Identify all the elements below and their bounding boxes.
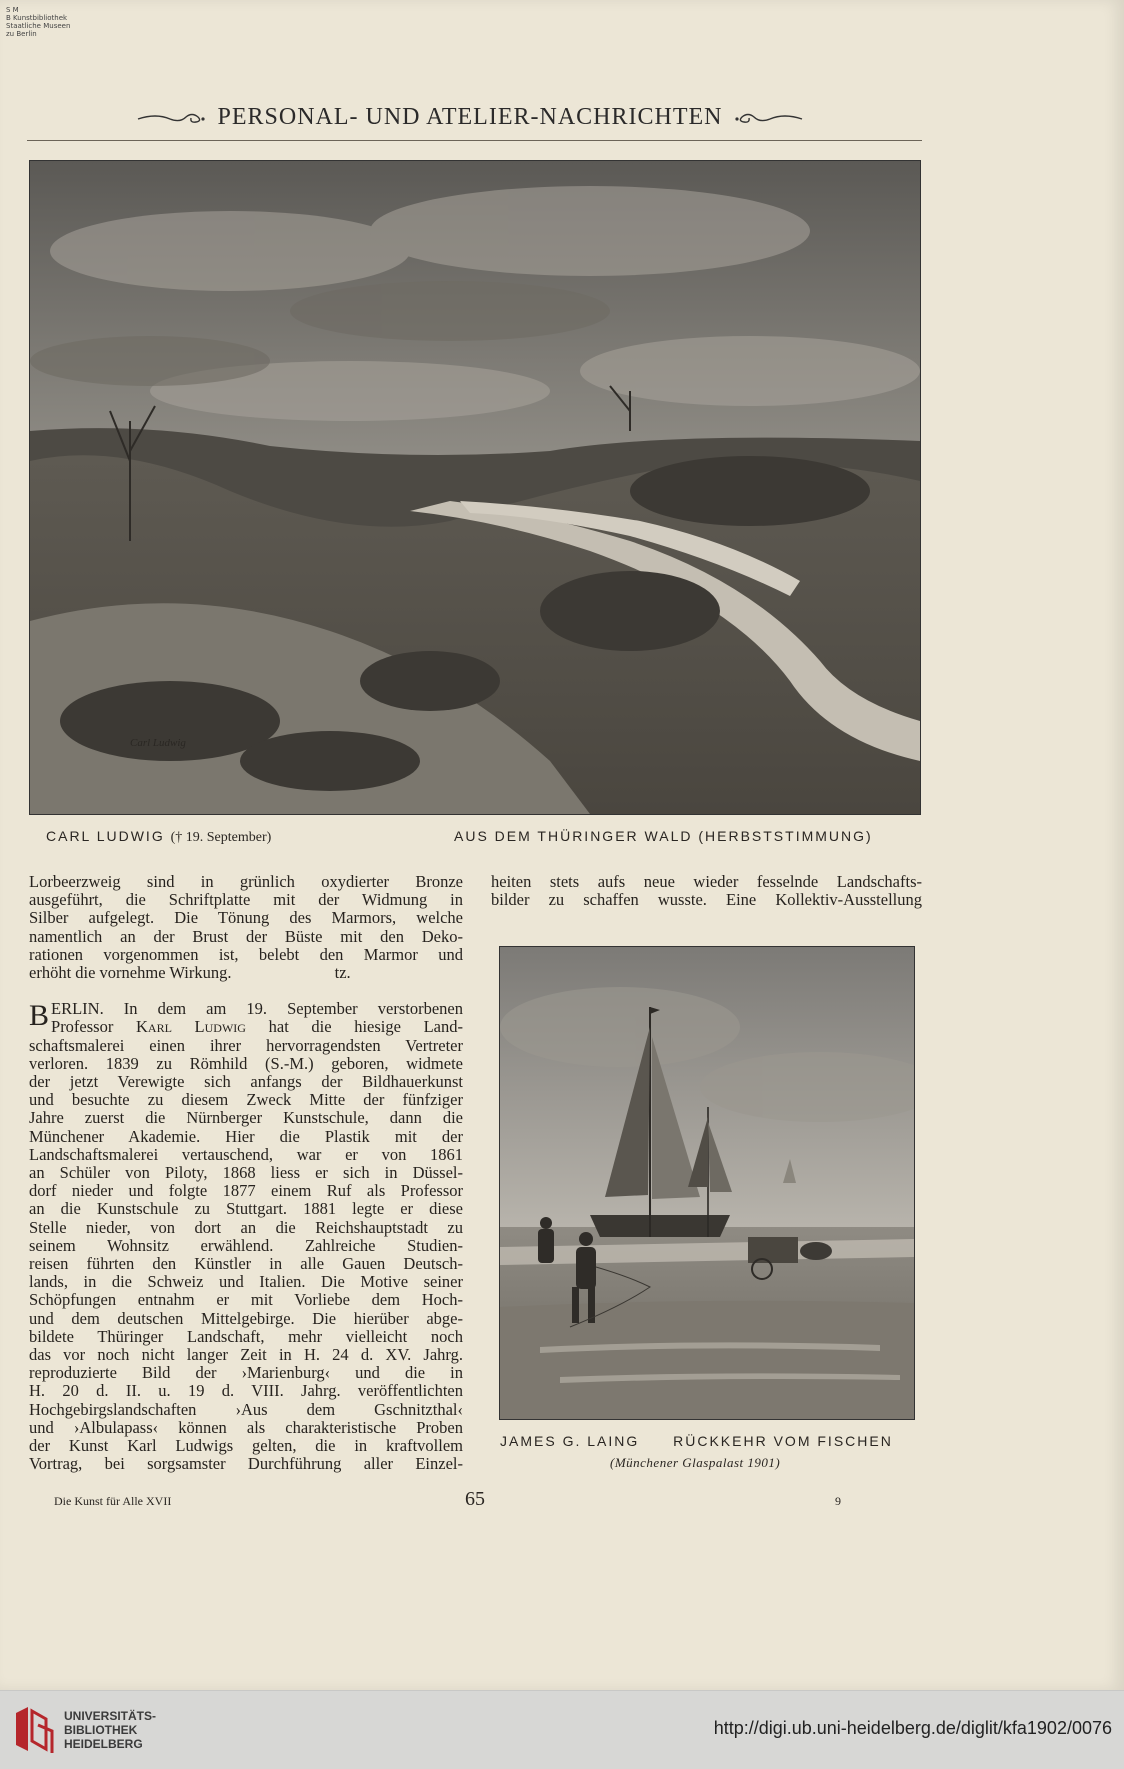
page-number: 65 [465,1488,485,1510]
painting-signature: Carl Ludwig [130,737,186,749]
footer-journal-title: Die Kunst für Alle XVII [54,1494,172,1508]
right-column: heiten stets aufs neue wieder fesselnde Landschafts- bilder zu schaffen wusste. Eine Kollektiv-Ausstellung [491,872,922,910]
right-ornament-icon [734,109,804,127]
page-title: PERSONAL- UND ATELIER-NACHRICHTEN [217,104,723,130]
beach-painting [499,946,915,1420]
left-ornament-icon [136,109,206,127]
university-library-logo-icon [12,1705,56,1755]
header-rule [27,140,922,141]
library-name: UNIVERSITÄTS- BIBLIOTHEK HEIDELBERG [64,1709,157,1751]
landscape-painting [29,160,921,815]
left-column [29,873,463,1474]
figure1-caption-left: CARL LUDWIG († 19. September) [46,828,272,845]
figure2-caption: JAMES G. LAING RÜCKKEHR VOM FISCHEN [500,1433,893,1449]
paragraph-marble: Lorbeerzweig sind in grünlich oxydierter Bronze ausgeführt, die Schriftplatte mit der Widmung in Silber aufgelegt. Die Tönung des Marmors, welche namentlich an der Brust der Büste mit den Deko- rationen vorgenommen ist, belebt den Marmor und erhöht die vornehme Wirkung. tz. [29,872,463,983]
viewer-footer-bar [0,1690,1124,1769]
permalink-url[interactable]: http://digi.ub.uni-heidelberg.de/diglit/kfa1902/0076 [713,1718,1112,1738]
drop-cap: B [29,999,50,1033]
library-stamp: S M B Kunstbibliothek Staatliche Museen zu Berlin [6,6,71,38]
signature-mark: 9 [835,1494,841,1508]
paragraph-berlin: B ERLIN. In dem am 19. September verstorbenen Professor Karl Ludwig hat die hiesige Land- schaftsmalerei einen ihrer hervorragendsten Vertreter verloren. 1839 zu Römhild (S.-M.) geboren, widmete der jetzt Verewigte sich anfangs der Bildhauerkunst und besuchte zu diesem Zweck Mitte der fünfziger Jahre zuerst die Nürnberger Kunstschule, dann die Münchener Akademie. Hier die Plastik mit der Landschaftsmalerei vertauschend, war er von 1861 an Schüler von Piloty, 1868 liess er sich in Düssel- dorf nieder und folgte 1877 einem Ruf als Professor an die Kunstschule zu Stuttgart. 1881 legte er diese Stelle nieder, von dort an die Reichshauptstadt zu seinem Wohnsitz erwählend. Zahlreiche Studien- reisen führten den Künstler in alle Gauen Deutsch- lands, in die Schweiz und Italien. Die Motive seiner Schöpfungen entnahm er mit Vorliebe dem Hoch- und dem deutschen Mittelgebirge. Die hierüber abge- bildete Thüringer Landschaft, mehr vielleicht noch das vor noch nicht langer Zeit in H. 24 d. XV. Jahrg. reproduzierte Bild der ›Marienburg‹ und die in H. 20 d. II. u. 19 d. VIII. Jahrg. veröffentlichten Hochgebirgslandschaften ›Aus dem Gschnitzthal‹ und ›Albulapass‹ können als charakteristische Proben der Kunst Karl Ludwigs gelten, die in kraftvollem Vortrag, bei sorgsamster Durchführung aller Einzel- [29,999,464,1474]
figure2-caption-note: (Münchener Glaspalast 1901) [610,1455,781,1470]
figure1-caption-right: AUS DEM THÜRINGER WALD (HERBSTSTIMMUNG) [454,828,873,844]
page-header [120,104,820,131]
